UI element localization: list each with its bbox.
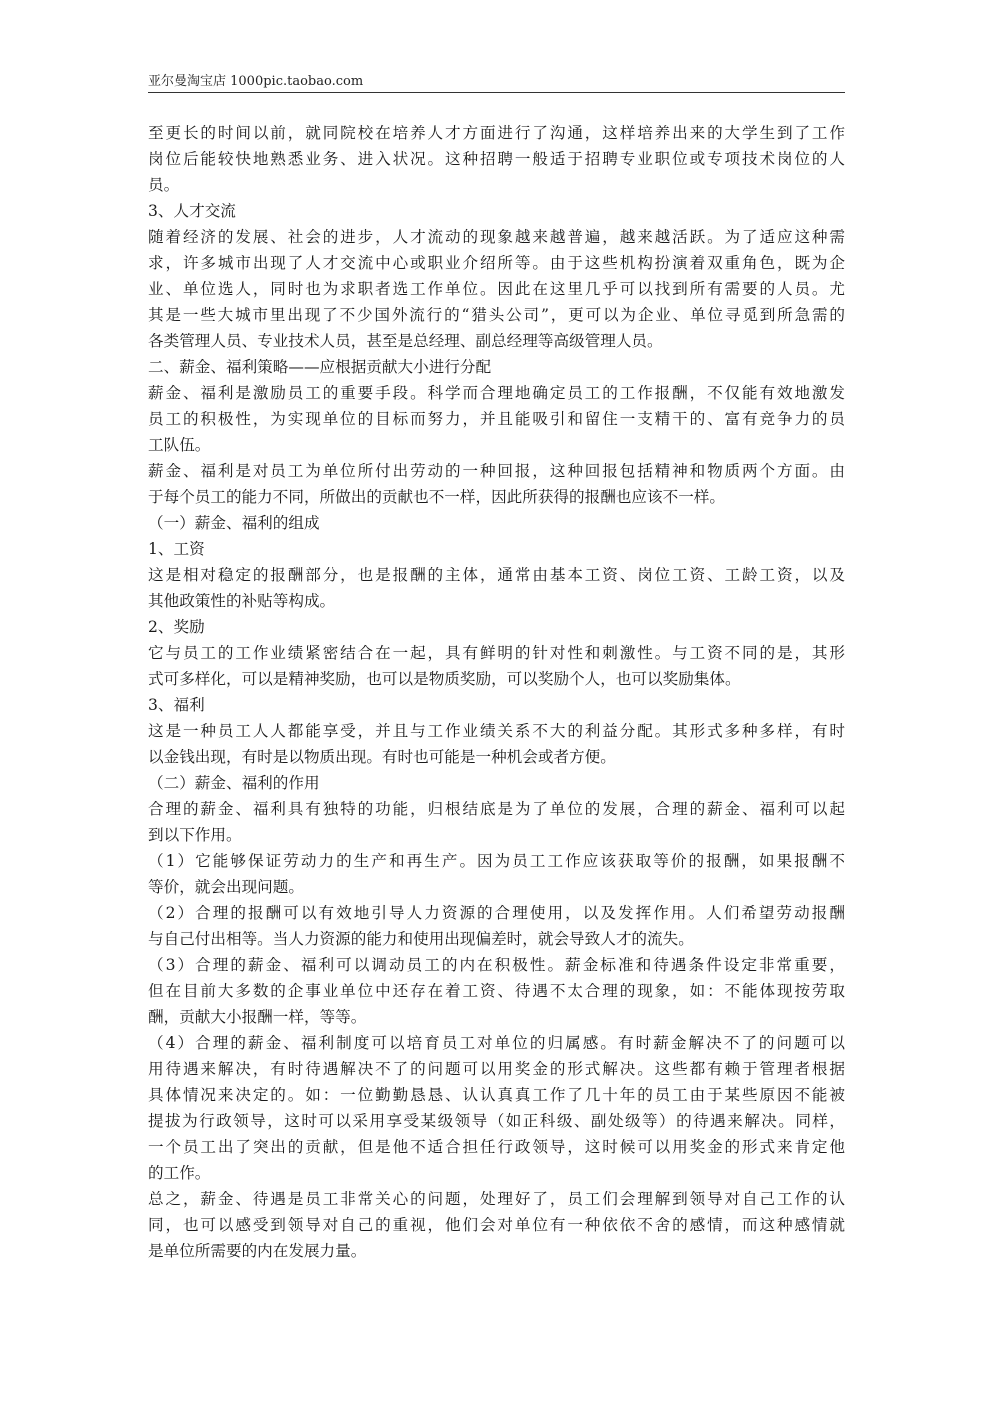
page-header bbox=[148, 68, 845, 93]
text-line: （3）合理的薪金、福利可以调动员工的内在积极性。薪金标准和待遇条件设定非常重要， bbox=[148, 956, 845, 974]
text-line: 这是一种员工人人都能享受，并且与工作业绩关系不大的利益分配。其形式多种多样，有时 bbox=[148, 722, 845, 740]
text-line: （4）合理的薪金、福利制度可以培育员工对单位的归属感。有时薪金解决不了的问题可以 bbox=[148, 1034, 845, 1052]
text-line: 3、人才交流 bbox=[148, 202, 236, 220]
text-line: 薪金、福利是对员工为单位所付出劳动的一种回报，这种回报包括精神和物质两个方面。由 bbox=[148, 462, 845, 480]
text-line: 它与员工的工作业绩紧密结合在一起，具有鲜明的针对性和刺激性。与工资不同的是，其形 bbox=[148, 644, 845, 662]
text-line: 其是一些大城市里出现了不少国外流行的“猎头公司”，更可以为企业、单位寻觅到所急需的 bbox=[148, 306, 845, 324]
text-line: 到以下作用。 bbox=[148, 826, 242, 844]
text-line: 是单位所需要的内在发展力量。 bbox=[148, 1242, 367, 1260]
text-line: 至更长的时间以前，就同院校在培养人才方面进行了沟通，这样培养出来的大学生到了工作 bbox=[148, 124, 845, 142]
text-line: 岗位后能较快地熟悉业务、进入状况。这种招聘一般适于招聘专业职位或专项技术岗位的人 bbox=[148, 150, 845, 168]
text-line: 但在目前大多数的企事业单位中还存在着工资、待遇不太合理的现象，如：不能体现按劳取 bbox=[148, 982, 845, 1000]
text-line: （1）它能够保证劳动力的生产和再生产。因为员工工作应该获取等价的报酬，如果报酬不 bbox=[148, 852, 845, 870]
text-line: 二、薪金、福利策略——应根据贡献大小进行分配 bbox=[148, 358, 492, 376]
text-line: 以金钱出现，有时是以物质出现。有时也可能是一种机会或者方便。 bbox=[148, 748, 616, 766]
text-line: 3、福利 bbox=[148, 696, 205, 714]
text-line: 这是相对稳定的报酬部分，也是报酬的主体，通常由基本工资、岗位工资、工龄工资，以及 bbox=[148, 566, 845, 584]
text-line: 薪金、福利是激励员工的重要手段。科学而合理地确定员工的工作报酬，不仅能有效地激发 bbox=[148, 384, 845, 402]
text-line: 用待遇来解决，有时待遇解决不了的问题可以用奖金的形式解决。这些都有赖于管理者根据 bbox=[148, 1060, 845, 1078]
text-line: 工队伍。 bbox=[148, 436, 211, 454]
text-line: 各类管理人员、专业技术人员，甚至是总经理、副总经理等高级管理人员。 bbox=[148, 332, 663, 350]
text-line: 合理的薪金、福利具有独特的功能，归根结底是为了单位的发展，合理的薪金、福利可以起 bbox=[148, 800, 845, 818]
text-line: 其他政策性的补贴等构成。 bbox=[148, 592, 336, 610]
text-line: 求，许多城市出现了人才交流中心或职业介绍所等。由于这些机构扮演着双重角色，既为企 bbox=[148, 254, 845, 272]
text-line: 提拔为行政领导，这时可以采用享受某级领导（如正科级、副处级等）的待遇来解决。同样， bbox=[148, 1112, 845, 1130]
text-line: 随着经济的发展、社会的进步，人才流动的现象越来越普遍，越来越活跃。为了适应这种需 bbox=[148, 228, 845, 246]
document-body bbox=[148, 120, 845, 1264]
text-line: 业、单位选人，同时也为求职者选工作单位。因此在这里几乎可以找到所有需要的人员。尤 bbox=[148, 280, 845, 298]
text-line: 于每个员工的能力不同，所做出的贡献也不一样，因此所获得的报酬也应该不一样。 bbox=[148, 488, 725, 506]
text-line: 具体情况来决定的。如：一位勤勤恳恳、认认真真工作了几十年的员工由于某些原因不能被 bbox=[148, 1086, 845, 1104]
text-line: 与自己付出相等。当人力资源的能力和使用出现偏差时，就会导致人才的流失。 bbox=[148, 930, 694, 948]
text-line: 的工作。 bbox=[148, 1164, 211, 1182]
header-text: 亚尔曼淘宝店 1000pic.taobao.com bbox=[148, 74, 364, 89]
text-line: 员工的积极性，为实现单位的目标而努力，并且能吸引和留住一支精干的、富有竞争力的员 bbox=[148, 410, 845, 428]
text-line: 员。 bbox=[148, 176, 180, 194]
text-line: （二）薪金、福利的作用 bbox=[148, 774, 320, 792]
text-line: 总之，薪金、待遇是员工非常关心的问题，处理好了，员工们会理解到领导对自己工作的认 bbox=[148, 1190, 845, 1208]
text-line: 式可多样化，可以是精神奖励，也可以是物质奖励，可以奖励个人，也可以奖励集体。 bbox=[148, 670, 741, 688]
text-line: （2）合理的报酬可以有效地引导人力资源的合理使用，以及发挥作用。人们希望劳动报酬 bbox=[148, 904, 845, 922]
text-line: 酬，贡献大小报酬一样，等等。 bbox=[148, 1008, 367, 1026]
text-line: 一个员工出了突出的贡献，但是他不适合担任行政领导，这时候可以用奖金的形式来肯定他 bbox=[148, 1138, 845, 1156]
text-line: （一）薪金、福利的组成 bbox=[148, 514, 320, 532]
text-line: 1、工资 bbox=[148, 540, 205, 558]
text-line: 2、奖励 bbox=[148, 618, 205, 636]
text-line: 同，也可以感受到领导对自己的重视，他们会对单位有一种依依不舍的感情，而这种感情就 bbox=[148, 1216, 845, 1234]
text-line: 等价，就会出现问题。 bbox=[148, 878, 304, 896]
